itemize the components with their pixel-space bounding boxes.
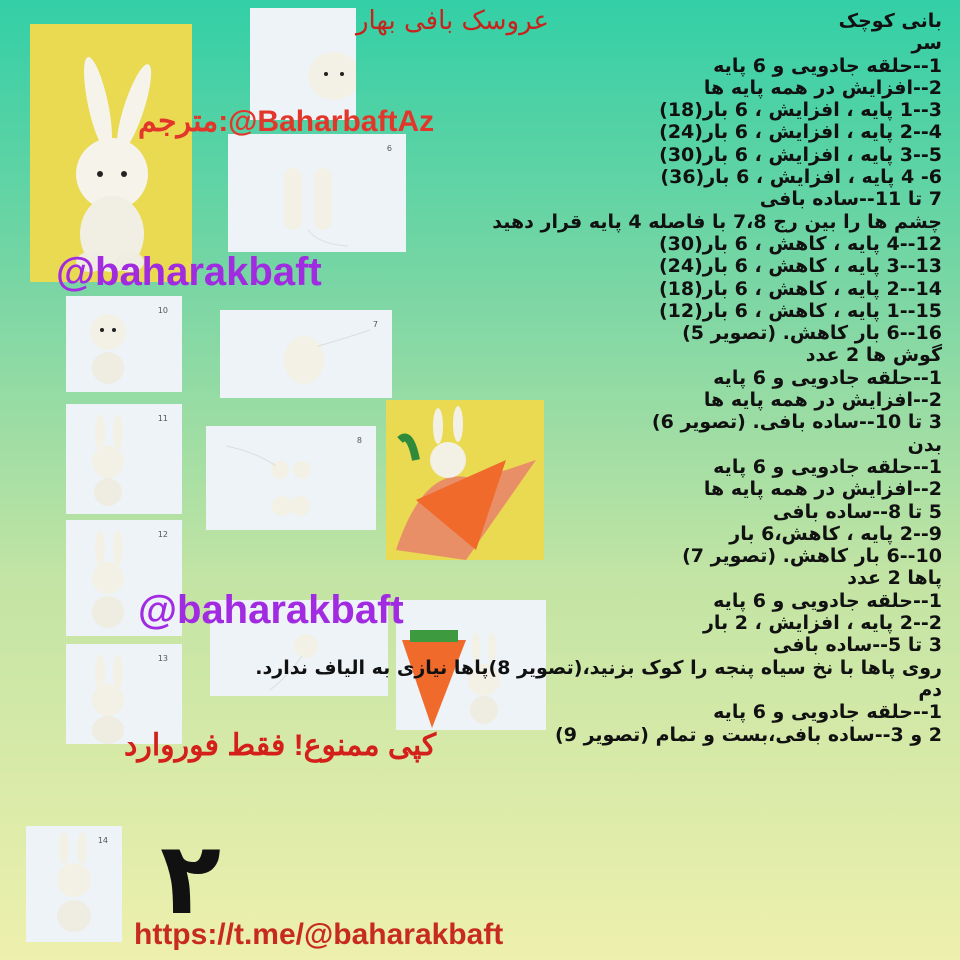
page-number: ۲ — [160, 820, 222, 937]
instruction-line: 7 تا 11--ساده بافی — [759, 188, 942, 211]
instruction-line: 12--4 پایه ، کاهش ، 6 بار(30) — [658, 232, 942, 255]
instruction-line: 5 تا 8--ساده بافی — [772, 500, 942, 523]
instruction-line: 5--3 پایه ، افزایش ، 6 بار(30) — [659, 143, 942, 166]
step11-photo — [66, 404, 182, 514]
bunny-photo-main — [30, 24, 192, 282]
instruction-line: 3 تا 10--ساده بافی. (تصویر 6) — [651, 411, 942, 434]
instruction-line: 1--حلقه جادویی و 6 پایه — [713, 701, 942, 724]
photo-number: 14 — [97, 836, 108, 845]
page-title: عروسک بافی بهار — [356, 6, 549, 36]
instruction-line: بدن — [907, 433, 942, 456]
photo-number: 13 — [157, 654, 168, 663]
instruction-line: بانی کوچک — [838, 10, 942, 32]
instruction-line: 16--6 بار کاهش. (تصویر 5) — [682, 322, 942, 345]
channel-handle: @baharakbaft — [56, 250, 322, 294]
instruction-line: 4--2 پایه ، افزایش ، 6 بار(24) — [659, 121, 942, 144]
legs-photo — [206, 426, 376, 530]
instruction-line: 15--1 پایه ، کاهش ، 6 بار(12) — [658, 299, 942, 322]
instruction-line: چشم ها را بین رج 7،8 با فاصله 4 پایه قرار دهید — [492, 210, 942, 233]
channel-url[interactable]: https://t.me/@baharakbaft — [134, 918, 504, 951]
instruction-line: 1--حلقه جادویی و 6 پایه — [713, 455, 942, 478]
instruction-line: گوش ها 2 عدد — [805, 344, 942, 367]
instruction-line: 14--2 پایه ، کاهش ، 6 بار(18) — [658, 277, 942, 300]
step14-photo — [26, 826, 122, 942]
instruction-line: 2--افزایش در همه پایه ها — [703, 478, 942, 501]
photo-number: 11 — [157, 414, 168, 423]
instruction-line: 13--3 پایه ، کاهش ، 6 بار(24) — [658, 255, 942, 278]
instruction-line: روی پاها با نخ سیاه پنجه را کوک بزنید،(تصویر 8)پاها نیازی به الیاف ندارد. — [255, 656, 942, 679]
instruction-line: 3 تا 5--ساده بافی — [772, 634, 942, 657]
instruction-line: پاها 2 عدد — [847, 567, 942, 590]
step10-photo — [66, 296, 182, 392]
photo-number: 12 — [157, 530, 168, 539]
photo-number: 7 — [372, 320, 378, 329]
photo-number: 10 — [157, 306, 168, 315]
translator-credit: مترجم:@BaharbaftAz — [138, 105, 435, 138]
instruction-line: 1--حلقه جادویی و 6 پایه — [713, 589, 942, 612]
instruction-line: 9--2 پایه ، کاهش،6 بار — [729, 522, 942, 545]
instruction-line: 2--افزایش در همه پایه ها — [703, 76, 942, 99]
ears-photo — [228, 134, 406, 252]
instruction-line: 6- 4 پایه ، افزایش ، 6 بار(36) — [660, 166, 942, 189]
channel-handle: @baharakbaft — [138, 588, 404, 632]
instruction-line: دم — [918, 678, 942, 701]
body-photo — [220, 310, 392, 398]
instruction-line: 2--2 پایه ، افزایش ، 2 بار — [702, 612, 942, 635]
instruction-line: 2 و 3--ساده بافی،بست و تمام (تصویر 9) — [555, 723, 942, 746]
instruction-line: 2--افزایش در همه پایه ها — [703, 389, 942, 412]
instruction-line: 1--حلقه جادویی و 6 پایه — [713, 366, 942, 389]
photo-number: 8 — [356, 436, 362, 445]
instruction-line: سر — [911, 32, 942, 55]
instruction-line: 10--6 بار کاهش. (تصویر 7) — [682, 545, 942, 568]
photo-number: 6 — [386, 144, 392, 153]
instruction-line: 1--حلقه جادویی و 6 پایه — [713, 54, 942, 77]
no-copy-notice: کپی ممنوع! فقط فوروارد — [124, 729, 437, 762]
instruction-line: 3--1 پایه ، افزایش ، 6 بار(18) — [659, 99, 942, 122]
